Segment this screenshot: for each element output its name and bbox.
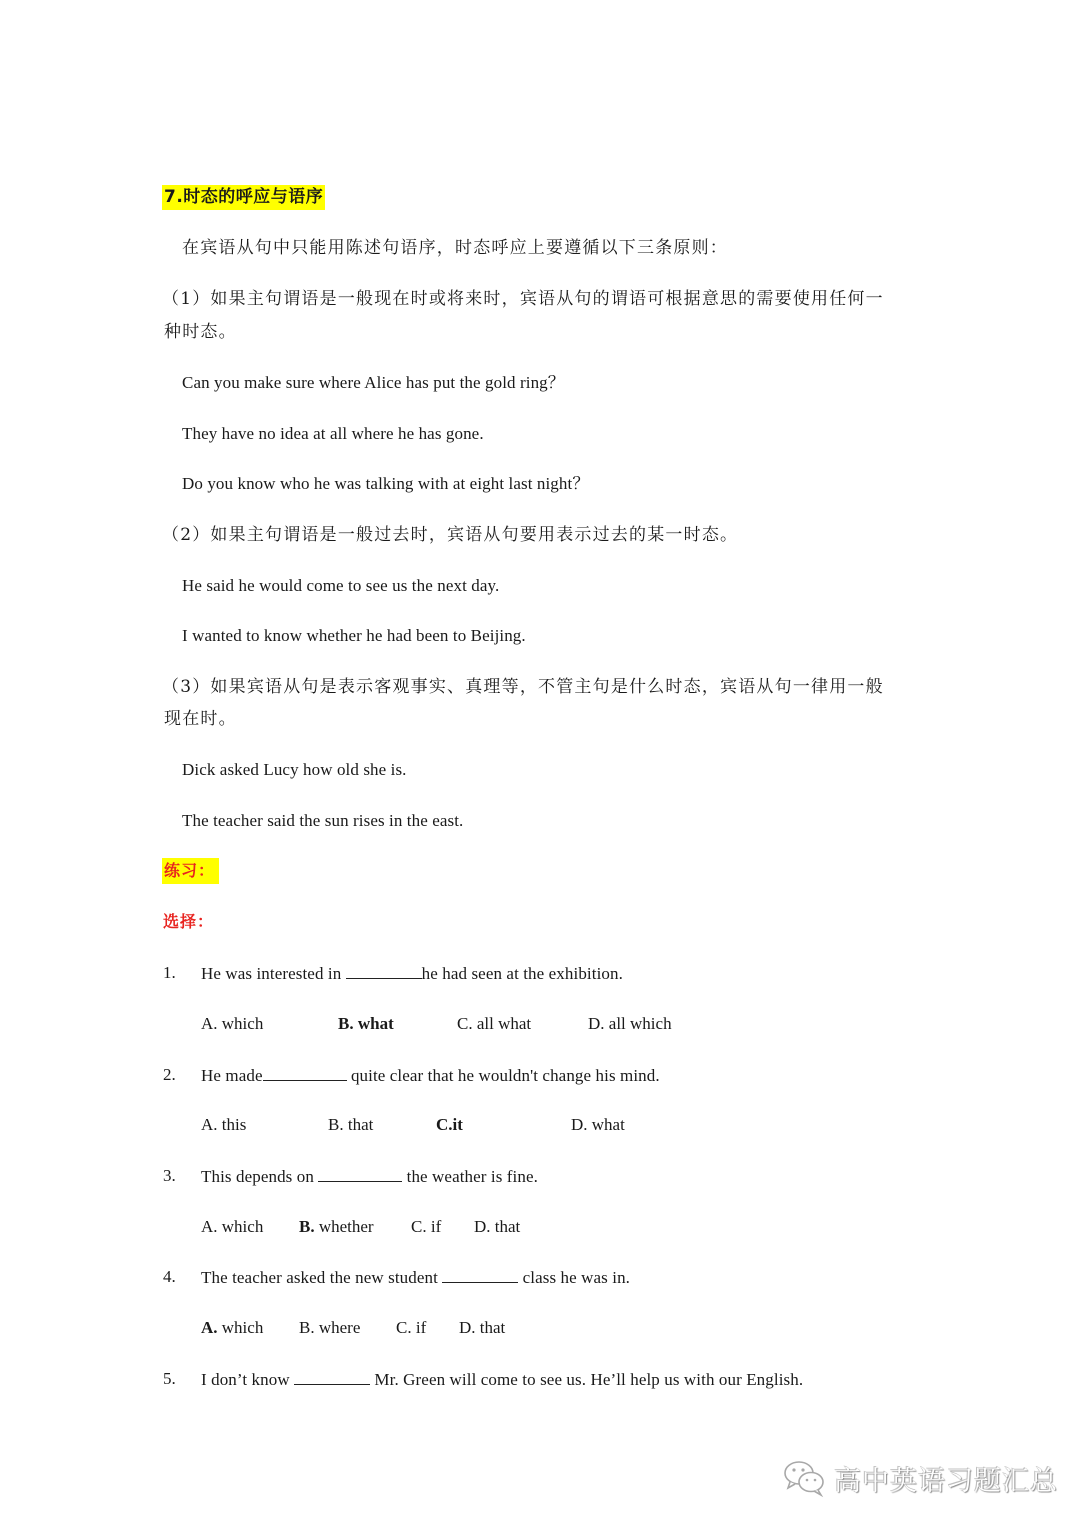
question-1-option-a[interactable]: A. which: [201, 1014, 264, 1033]
watermark: [782, 1458, 1058, 1498]
question-4-option-a[interactable]: A. which: [201, 1318, 264, 1337]
section-title: 7.时态的呼应与语序: [162, 185, 325, 210]
question-2-option-a[interactable]: A. this: [201, 1115, 247, 1134]
section-heading-wrapper: [162, 186, 325, 208]
question-2-stem: [201, 1064, 660, 1087]
question-4-text-before: The teacher asked the new student: [201, 1268, 443, 1287]
question-4-number: 4.: [163, 1267, 176, 1286]
intro-paragraph: 在宾语从句中只能用陈述句语序，时态呼应上要遵循以下三条原则：: [182, 238, 728, 258]
question-4-option-b[interactable]: B. where: [299, 1318, 361, 1337]
question-2-option-b[interactable]: B. that: [328, 1115, 374, 1134]
question-1-text-before: He was interested in: [201, 964, 346, 983]
rule-3-line-2: 现在时。: [164, 709, 237, 729]
question-2-option-d[interactable]: D. what: [571, 1115, 625, 1134]
rule-1-example-3: Do you know who he was talking with at eight last night？: [182, 474, 590, 493]
question-4-text-after: class he was in.: [518, 1268, 631, 1287]
practice-subtitle: 选择：: [163, 912, 215, 931]
practice-label-wrapper: [162, 860, 219, 882]
question-1-number: 1.: [163, 963, 176, 982]
question-3-option-b[interactable]: B. whether: [299, 1217, 374, 1236]
question-2-text-before: He made: [201, 1066, 263, 1085]
question-3-stem: [201, 1165, 538, 1188]
rule-3-line-1: （3）如果宾语从句是表示客观事实、真理等，不管主句是什么时态，宾语从句一律用一般: [162, 677, 884, 697]
question-1-blank[interactable]: [346, 962, 422, 979]
question-3-option-a[interactable]: A. which: [201, 1217, 264, 1236]
question-3-blank[interactable]: [318, 1165, 402, 1182]
question-2-option-c[interactable]: C.it: [436, 1115, 463, 1134]
question-3-option-c[interactable]: C. if: [411, 1217, 442, 1236]
question-1-stem: [201, 962, 623, 985]
question-2-number: 2.: [163, 1065, 176, 1084]
question-5-text-after: Mr. Green will come to see us. He’ll help us with our English.: [370, 1370, 804, 1389]
question-1-option-b[interactable]: B. what: [338, 1014, 394, 1033]
question-5-text-before: I don’t know: [201, 1370, 295, 1389]
question-4-blank[interactable]: [442, 1266, 518, 1283]
question-2-text-after: quite clear that he wouldn't change his mind.: [346, 1066, 660, 1085]
rule-1-line-1: （1）如果主句谓语是一般现在时或将来时，宾语从句的谓语可根据意思的需要使用任何一: [162, 289, 884, 309]
question-4-option-d[interactable]: D. that: [459, 1318, 506, 1337]
rule-3-example-1: Dick asked Lucy how old she is.: [182, 760, 407, 779]
rule-1-example-2: They have no idea at all where he has gone.: [182, 424, 484, 443]
rule-2-line-1: （2）如果主句谓语是一般过去时，宾语从句要用表示过去的某一时态。: [162, 525, 739, 545]
rule-2-example-1: He said he would come to see us the next day.: [182, 576, 500, 595]
question-1-text-after: he had seen at the exhibition.: [421, 964, 623, 983]
question-5-stem: [201, 1368, 803, 1391]
wechat-icon: [782, 1458, 828, 1498]
rule-1-example-1: Can you make sure where Alice has put the gold ring？: [182, 373, 565, 392]
question-4-option-c[interactable]: C. if: [396, 1318, 427, 1337]
question-3-text-after: the weather is fine.: [402, 1167, 538, 1186]
question-3-option-d[interactable]: D. that: [474, 1217, 521, 1236]
question-5-blank[interactable]: [294, 1368, 370, 1385]
question-5-number: 5.: [163, 1369, 176, 1388]
question-2-blank[interactable]: [263, 1064, 347, 1081]
watermark-text: 高中英语习题汇总: [834, 1465, 1058, 1497]
question-4-stem: [201, 1266, 630, 1289]
rule-2-example-2: I wanted to know whether he had been to Beijing.: [182, 626, 526, 645]
question-3-text-before: This depends on: [201, 1167, 319, 1186]
question-3-number: 3.: [163, 1166, 176, 1185]
rule-1-line-2: 种时态。: [164, 322, 237, 342]
question-1-option-c[interactable]: C. all what: [457, 1014, 532, 1033]
question-1-option-d[interactable]: D. all which: [588, 1014, 672, 1033]
practice-label: 练习：: [162, 858, 219, 884]
rule-3-example-2: The teacher said the sun rises in the east.: [182, 811, 464, 830]
